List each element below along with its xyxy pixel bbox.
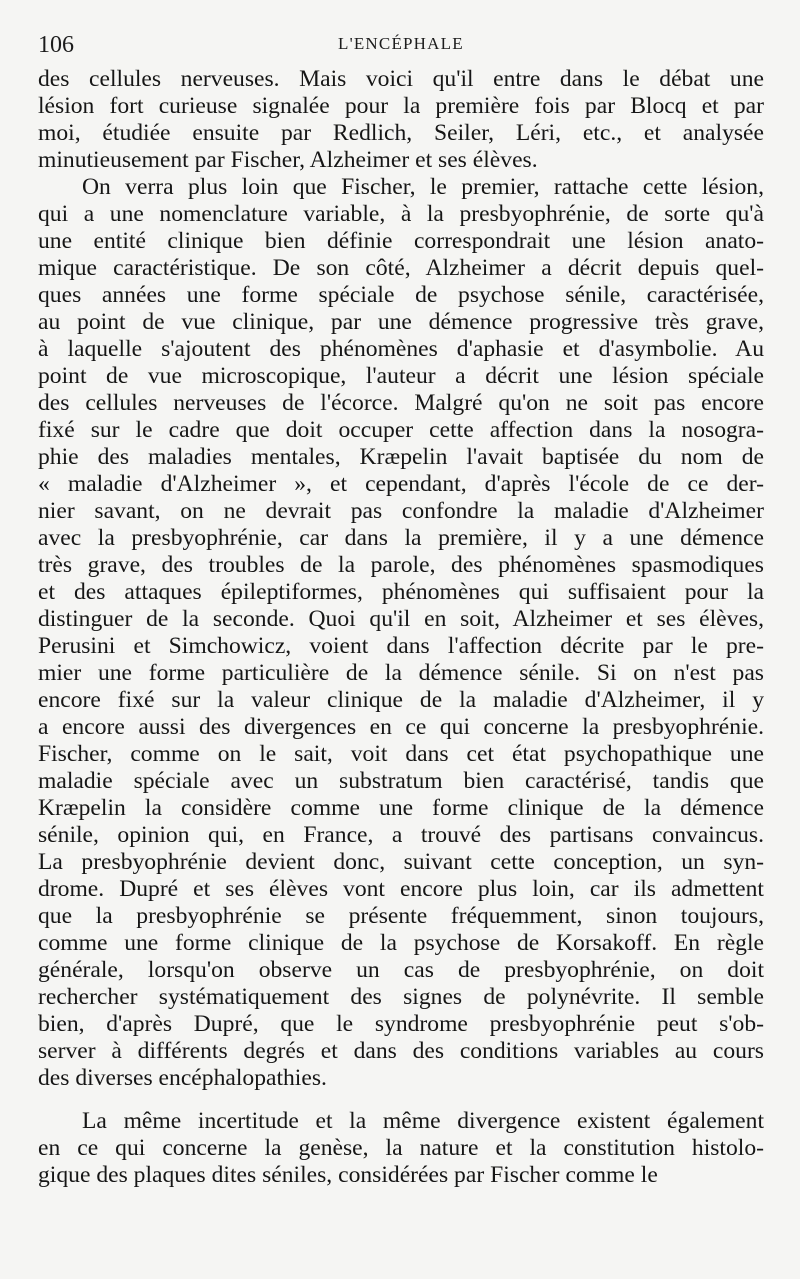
text-line: lésion fort curieuse signalée pour la première fois par Blocq et par [38, 93, 764, 119]
text-line: nier savant, on ne devrait pas confondre la maladie d'Alzheimer [38, 498, 764, 524]
text-line: Fischer, comme on le sait, voit dans cet état psychopathique une [38, 741, 764, 767]
text-line: que la presbyophrénie se présente fréquemment, sinon toujours, [38, 903, 764, 929]
text-line: moi, étudiée ensuite par Redlich, Seiler, Léri, etc., et analysée [38, 120, 764, 146]
text-line: sénile, opinion qui, en France, a trouvé des partisans convaincus. [38, 822, 764, 848]
text-line: server à différents degrés et dans des conditions variables au cours [38, 1038, 764, 1064]
text-line: très grave, des troubles de la parole, des phénomènes spasmodiques [38, 552, 764, 578]
text-line: avec la presbyophrénie, car dans la première, il y a une démence [38, 525, 764, 551]
text-line: et des attaques épileptiformes, phénomènes qui suffisaient pour la [38, 579, 764, 605]
text-line: « maladie d'Alzheimer », et cependant, d'après l'école de ce der- [38, 471, 764, 497]
paragraph [38, 174, 764, 1092]
text-line: qui a une nomenclature variable, à la presbyophrénie, de sorte qu'à [38, 201, 764, 227]
body-text [38, 66, 764, 1189]
text-line: Perusini et Simchowicz, voient dans l'affection décrite par le pre- [38, 633, 764, 659]
text-line: mier une forme particulière de la démence sénile. Si on n'est pas [38, 660, 764, 686]
paragraph [38, 66, 764, 174]
text-line: La presbyophrénie devient donc, suivant cette conception, un syn- [38, 849, 764, 875]
text-line: La même incertitude et la même divergence existent également [82, 1108, 764, 1134]
text-line: des cellules nerveuses. Mais voici qu'il entre dans le débat une [38, 66, 764, 92]
text-line: point de vue microscopique, l'auteur a décrit une lésion spéciale [38, 363, 764, 389]
text-line: générale, lorsqu'on observe un cas de presbyophrénie, on doit [38, 957, 764, 983]
paragraph-spacer [38, 1092, 764, 1108]
paragraph [38, 1092, 764, 1189]
text-line: encore fixé sur la valeur clinique de la maladie d'Alzheimer, il y [38, 687, 764, 713]
text-line: gique des plaques dites séniles, considérées par Fischer comme le [38, 1162, 658, 1188]
text-line: minutieusement par Fischer, Alzheimer et ses élèves. [38, 147, 538, 173]
text-line: fixé sur le cadre que doit occuper cette affection dans la nosogra- [38, 417, 764, 443]
page-number: 106 [38, 32, 74, 58]
text-line: une entité clinique bien définie correspondrait une lésion anato- [38, 228, 764, 254]
text-line: distinguer de la seconde. Quoi qu'il en soit, Alzheimer et ses élèves, [38, 606, 764, 632]
text-line: Kræpelin la considère comme une forme clinique de la démence [38, 795, 764, 821]
text-line: en ce qui concerne la genèse, la nature et la constitution histolo- [38, 1135, 764, 1161]
text-line: des diverses encéphalopathies. [38, 1065, 327, 1091]
text-line: à laquelle s'ajoutent des phénomènes d'aphasie et d'asymbolie. Au [38, 336, 764, 362]
text-line: des cellules nerveuses de l'écorce. Malgré qu'on ne soit pas encore [38, 390, 764, 416]
text-line: au point de vue clinique, par une démence progressive très grave, [38, 309, 764, 335]
text-line: On verra plus loin que Fischer, le premier, rattache cette lésion, [82, 174, 764, 200]
text-line: mique caractéristique. De son côté, Alzheimer a décrit depuis quel- [38, 255, 764, 281]
running-head [38, 30, 766, 60]
text-line: ques années une forme spéciale de psychose sénile, caractérisée, [38, 282, 764, 308]
text-line: maladie spéciale avec un substratum bien caractérisé, tandis que [38, 768, 764, 794]
text-line: comme une forme clinique de la psychose de Korsakoff. En règle [38, 930, 764, 956]
text-line: phie des maladies mentales, Kræpelin l'avait baptisée du nom de [38, 444, 764, 470]
text-line: drome. Dupré et ses élèves vont encore plus loin, car ils admettent [38, 876, 764, 902]
text-line: bien, d'après Dupré, que le syndrome presbyophrénie peut s'ob- [38, 1011, 764, 1037]
text-line: a encore aussi des divergences en ce qui concerne la presbyophrénie. [38, 714, 764, 740]
running-title: L'ENCÉPHALE [338, 34, 464, 53]
text-line: rechercher systématiquement des signes de polynévrite. Il semble [38, 984, 764, 1010]
